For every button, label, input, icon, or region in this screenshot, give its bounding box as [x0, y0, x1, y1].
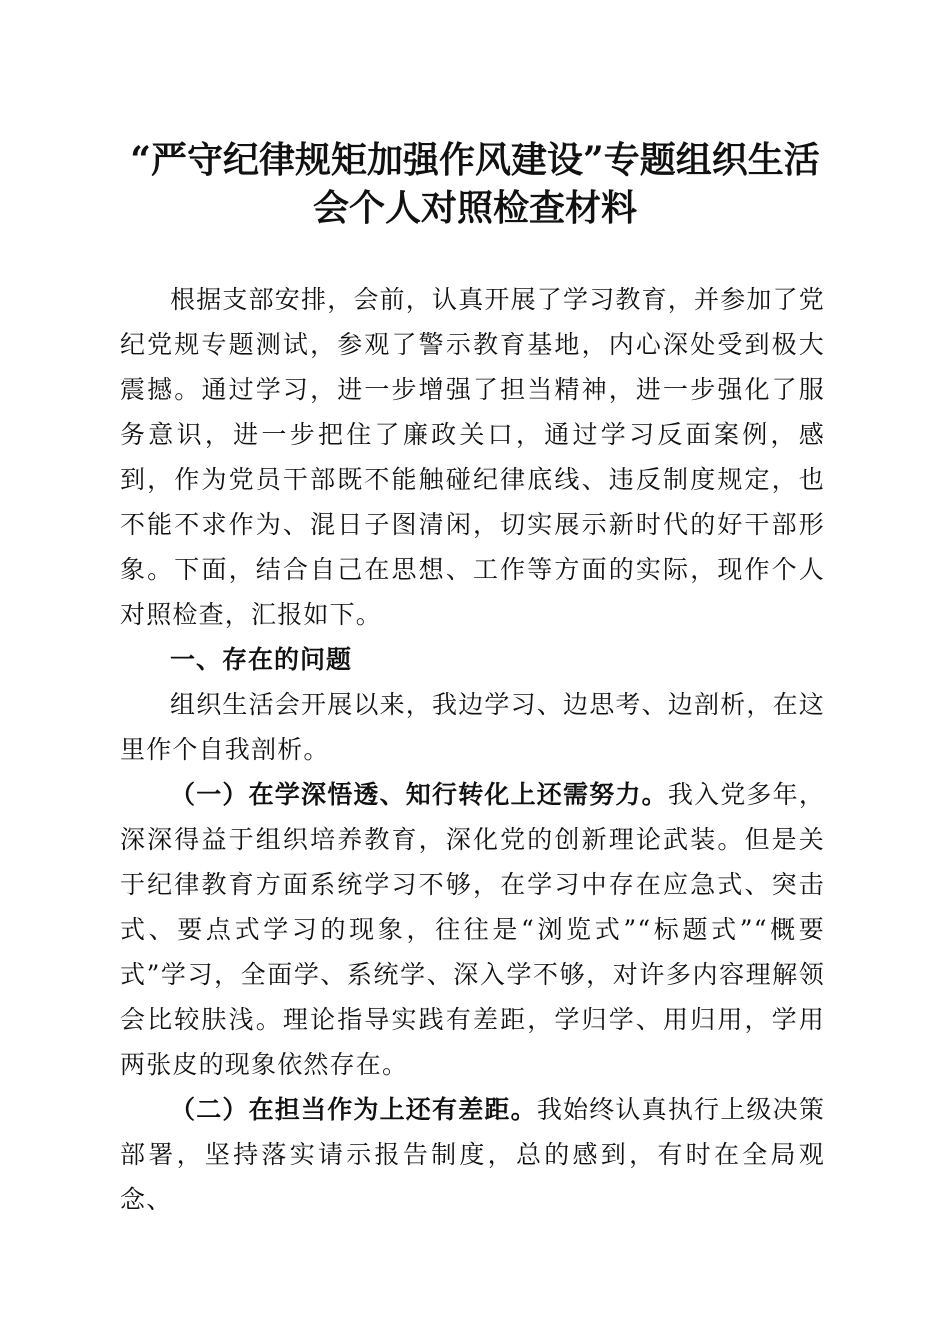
item-1-text: 我入党多年，深深得益于组织培养教育，深化党的创新理论武装。但是关于纪律教育方面系统学习不够，在学习中存在应急式、突击式、要点式学习的现象，往往是“浏览式”“标题式”“概要式”学习，全面学、系统学、深入学不够，对许多内容理解领会比较肤浅。理论指导实践有差距，学归学、用归用，学用两张皮的现象依然存在。	[120, 780, 826, 1079]
section-intro-paragraph: 组织生活会开展以来，我边学习、边思考、边剖析，在这里作个自我剖析。	[120, 690, 826, 764]
title-line-1: “严守纪律规矩加强作风建设”专题组织生活	[130, 139, 820, 181]
item-1-lead: （一）在学深悟透、知行转化上还需努力。	[170, 780, 668, 809]
section-heading-problems: 一、存在的问题	[170, 645, 353, 674]
document-body	[120, 277, 825, 1222]
item-2-text: 我始终认真执行上级决策部署，坚持落实请示报告制度，总的感到，有时在全局观念、	[120, 1095, 826, 1214]
document-title	[118, 136, 832, 232]
title-line-2: 会个人对照检查材料	[312, 187, 637, 229]
item-1-paragraph	[120, 772, 825, 1087]
item-2-lead: （二）在担当作为上还有差距。	[170, 1095, 537, 1124]
intro-paragraph: 根据支部安排，会前，认真开展了学习教育，并参加了党纪党规专题测试，参观了警示教育基地，内心深处受到极大震撼。通过学习，进一步增强了担当精神，进一步强化了服务意识，进一步把住了廉政关口，通过学习反面案例，感到，作为党员干部既不能触碰纪律底线、违反制度规定，也不能不求作为、混日子图清闲，切实展示新时代的好干部形象。下面，结合自己在思想、工作等方面的实际，现作个人对照检查，汇报如下。	[120, 285, 826, 629]
item-2-paragraph	[120, 1087, 825, 1222]
